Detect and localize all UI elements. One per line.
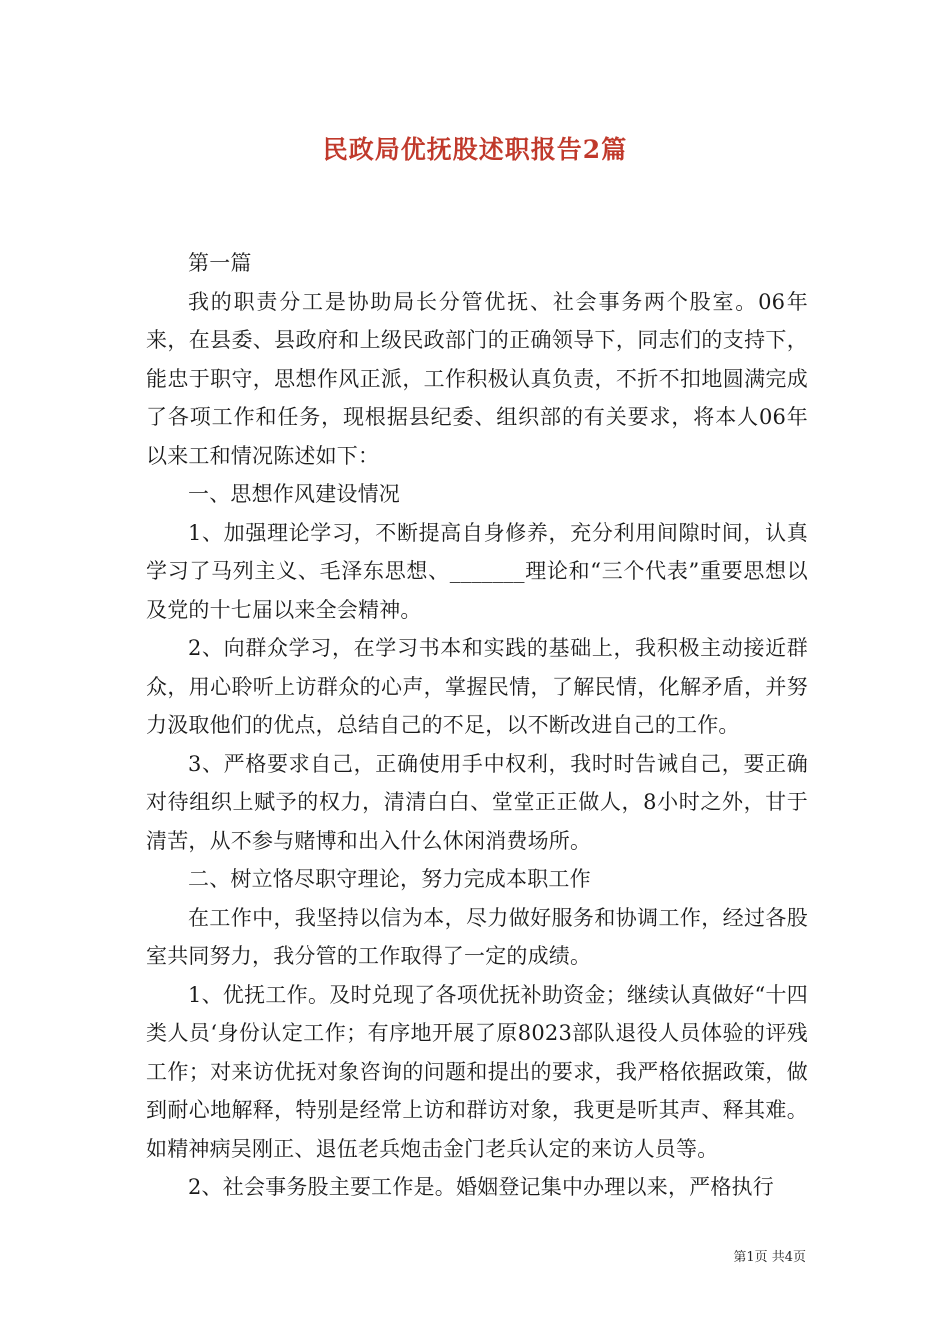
document-body <box>146 244 808 1207</box>
paragraph-item-1: 1、加强理论学习，不断提高自身修养，充分利用间隙时间，认真学习了马列主义、毛泽东思想、_______理论和“三个代表”重要思想以及党的十七届以来全会精神。 <box>146 520 808 622</box>
paragraph-intro: 我的职责分工是协助局长分管优抚、社会事务两个股室。06年来，在县委、县政府和上级民政部门的正确领导下，同志们的支持下，能忠于职守，思想作风正派，工作积极认真负责，不折不扣地圆满完成了各项工作和任务，现根据县纪委、组织部的有关要求，将本人06年以来工和情况陈述如下： <box>146 289 808 468</box>
paragraph-item-3: 3、严格要求自己，正确使用手中权利，我时时告诫自己，要正确对待组织上赋予的权力，清清白白、堂堂正正做人，8小时之外，甘于清苦，从不参与赌博和出入什么休闲消费场所。 <box>146 751 808 853</box>
heading-section-2: 二、树立恪尽职守理论，努力完成本职工作 <box>188 867 591 891</box>
document-title: 民政局优抚股述职报告2篇 <box>322 135 628 164</box>
paragraph-work-item-2: 2、社会事务股主要工作是。婚姻登记集中办理以来，严格执行 <box>188 1175 774 1199</box>
paragraph-item-2: 2、向群众学习，在学习书本和实践的基础上，我积极主动接近群众，用心聆听上访群众的心声，掌握民情，了解民情，化解矛盾，并努力汲取他们的优点，总结自己的不足，以不断改进自己的工作。 <box>146 636 808 737</box>
paragraph-section-label: 第一篇 <box>188 251 252 275</box>
heading-section-1: 一、思想作风建设情况 <box>188 482 400 506</box>
paragraph-work-item-1: 1、优抚工作。及时兑现了各项优抚补助资金；继续认真做好“十四类人员‘身份认定工作；有序地开展了原8023部队退役人员体验的评残工作；对来访优抚对象咨询的问题和提出的要求，我严格依据政策，做到耐心地解释，特别是经常上访和群访对象，我更是听其声、释其难。如精神病吴刚正、退伍老兵炮击金门老兵认定的来访人员等。 <box>146 982 808 1161</box>
page-number-footer: 第1页 共4页 <box>733 1250 806 1265</box>
paragraph-work-summary: 在工作中，我坚持以信为本，尽力做好服务和协调工作，经过各股室共同努力，我分管的工作取得了一定的成绩。 <box>146 905 808 968</box>
